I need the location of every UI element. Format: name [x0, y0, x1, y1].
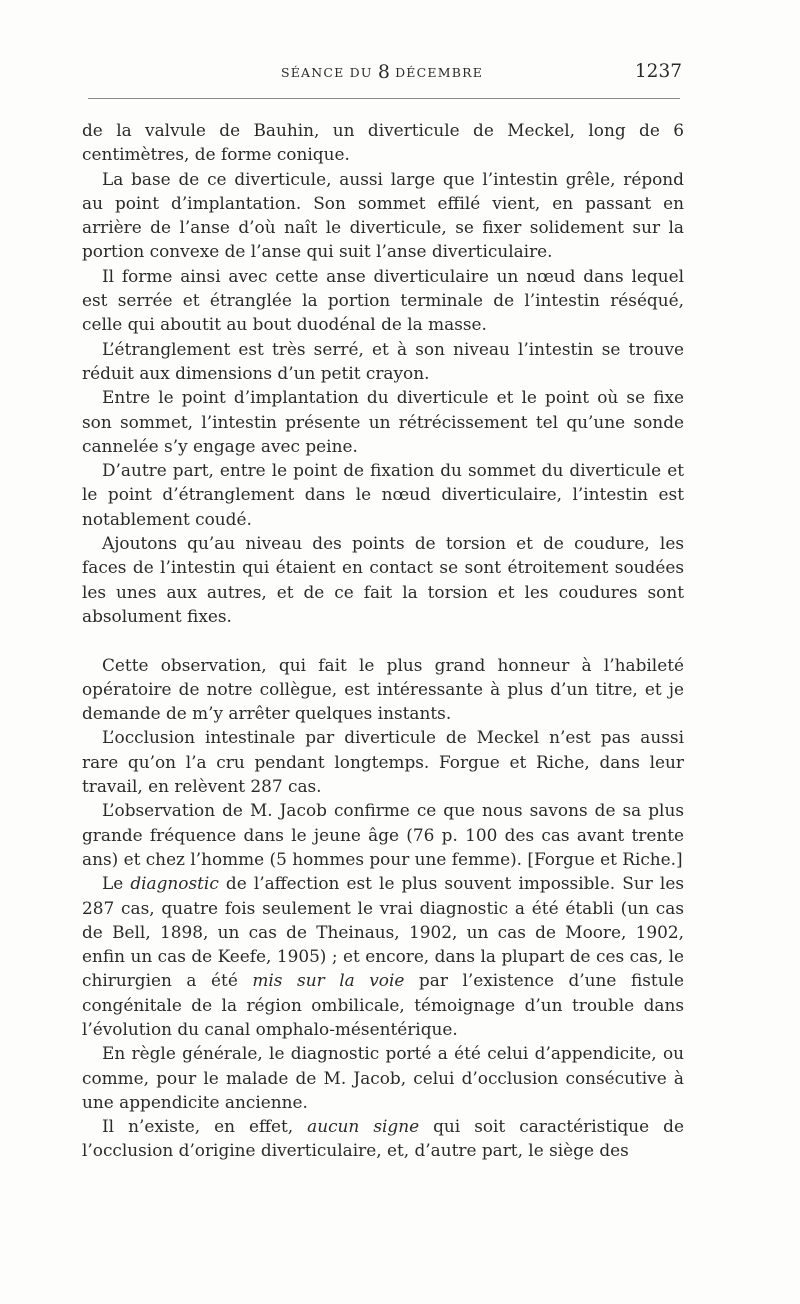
italic-term-aucun-signe: aucun signe — [307, 1116, 420, 1137]
paragraph: L’observation de M. Jacob confirme ce que nous savons de sa plus grande fréquence dans le jeune âge (76 p. 100 des cas avant trente ans) et chez l’homme (5 hommes pour une femme). [Forgue et Riche.] — [82, 800, 684, 869]
paragraph: L’occlusion intestinale par diverticule de Meckel n’est pas aussi rare qu’on l’a cru pendant longtemps. Forgue et Riche, dans leur travail, en relèvent 287 cas. — [82, 727, 684, 797]
paragraph: En règle générale, le diagnostic porté a été celui d’appendicite, ou comme, pour le malade de M. Jacob, celui d’occlusion consécutive à une appendicite ancienne. — [82, 1043, 684, 1112]
page-number: 1237 — [634, 61, 682, 82]
paragraph-diagnostic-tail: par l’existence d’une fistule congénitale de la région ombilicale, témoignage d’un trouble dans l’évolution du canal omphalo-mésentérique. — [82, 970, 684, 1039]
running-title-part2: DÉCEMBRE — [389, 65, 484, 80]
running-head — [82, 59, 682, 85]
running-title — [82, 59, 682, 86]
paragraph: Ajoutons qu’au niveau des points de torsion et de coudure, les faces de l’intestin qui étaient en contact se sont étroitement soudées les unes aux autres, et de ce fait la torsion et les coudures sont absolument fixes. — [82, 533, 684, 626]
paragraph: D’autre part, entre le point de fixation du sommet du diverticule et le point d’étranglement dans le nœud diverticulaire, l’intestin est notablement coudé. — [82, 460, 684, 529]
running-title-part1: SÉANCE DU — [280, 65, 378, 80]
paragraph-continuation: de la valvule de Bauhin, un diverticule de Meckel, long de 6 centimètres, de forme conique. — [82, 120, 684, 165]
paragraph-diagnostic-body: de l’affection est le plus souvent impossible. Sur les 287 cas, quatre fois seulement le vrai diagnostic a été établi (un cas de Bell, 1898, un cas de Theinaus, 1902, un cas de Moore, 1902, enfin un cas de Keefe, 1905) ; et encore, dans la plupart de ces cas, le chirurgien a été — [82, 873, 684, 991]
paragraph-last-tail: qui soit caractéristique de l’occlusion d’origine diverticulaire, et, d’autre part, le siège des — [82, 1116, 684, 1161]
paragraph-last-lead: Il n’existe, en effet, — [102, 1116, 308, 1137]
body-text — [82, 118, 684, 1163]
paragraph: L’étranglement est très serré, et à son niveau l’intestin se trouve réduit aux dimensions d’un petit crayon. — [82, 338, 684, 383]
paragraph: La base de ce diverticule, aussi large que l’intestin grêle, répond au point d’implantation. Son sommet effilé vient, en passant en arrière de l’anse d’où naît le diverticule, se fixer solidement sur la portion convexe de l’anse qui suit l’anse diverticulaire. — [82, 168, 684, 262]
paragraph-commentary-start: Cette observation, qui fait le plus grand honneur à l’habileté opératoire de notre collègue, est intéressante à plus d’un titre, et je demande de m’y arrêter quelques instants. — [82, 654, 684, 724]
paragraph: Il forme ainsi avec cette anse diverticulaire un nœud dans lequel est serrée et étranglée la portion terminale de l’intestin réséqué, celle qui aboutit au bout duodénal de la masse. — [82, 265, 684, 335]
italic-term-diagnostic: diagnostic — [130, 873, 219, 894]
paragraph-last — [82, 1114, 684, 1163]
italic-term-mis-sur-la-voie: mis sur la voie — [252, 970, 405, 991]
paragraph: Entre le point d’implantation du diverticule et le point où se fixe son sommet, l’intestin présente un rétrécissement tel qu’une sonde cannelée s’y engage avec peine. — [82, 387, 684, 456]
paragraph-diagnostic — [82, 871, 684, 1041]
running-title-date-number: 8 — [377, 61, 390, 83]
paragraph-diagnostic-lead: Le — [102, 873, 131, 894]
header-rule — [88, 98, 680, 99]
